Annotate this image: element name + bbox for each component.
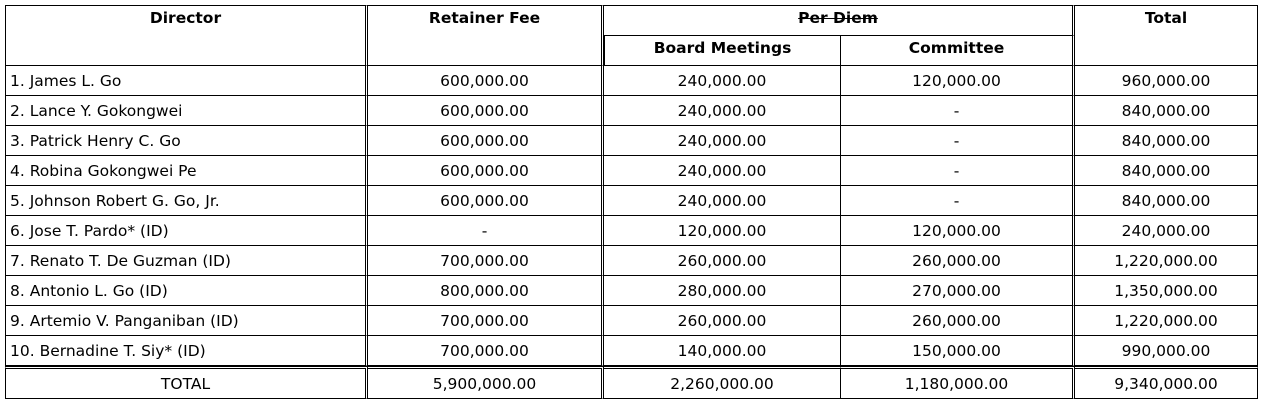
cell-director: 9. Artemio V. Panganiban (ID) [5,306,368,336]
cell-committee: - [841,126,1075,156]
cell-total: 990,000.00 [1075,336,1258,366]
header-board-meetings: Board Meetings [604,36,841,66]
header-director: Director [5,5,368,66]
cell-director: 2. Lance Y. Gokongwei [5,96,368,126]
totals-total: 9,340,000.00 [1075,366,1258,399]
cell-committee: - [841,156,1075,186]
cell-board-meetings: 140,000.00 [604,336,841,366]
cell-retainer-fee: 600,000.00 [368,126,604,156]
cell-total: 1,220,000.00 [1075,306,1258,336]
table-row [5,156,1258,186]
totals-row [5,366,1258,399]
cell-director: 1. James L. Go [5,66,368,96]
cell-committee: 150,000.00 [841,336,1075,366]
director-compensation-table [5,5,1258,399]
cell-board-meetings: 240,000.00 [604,156,841,186]
totals-label: TOTAL [5,366,368,399]
table-row [5,66,1258,96]
cell-board-meetings: 240,000.00 [604,66,841,96]
totals-committee: 1,180,000.00 [841,366,1075,399]
cell-total: 960,000.00 [1075,66,1258,96]
cell-director: 6. Jose T. Pardo* (ID) [5,216,368,246]
cell-director: 3. Patrick Henry C. Go [5,126,368,156]
cell-total: 840,000.00 [1075,156,1258,186]
cell-board-meetings: 120,000.00 [604,216,841,246]
cell-total: 840,000.00 [1075,96,1258,126]
cell-retainer-fee: 700,000.00 [368,306,604,336]
header-total: Total [1075,5,1258,66]
cell-retainer-fee: 600,000.00 [368,186,604,216]
cell-total: 840,000.00 [1075,186,1258,216]
cell-total: 840,000.00 [1075,126,1258,156]
table-row [5,186,1258,216]
header-row-top [5,5,1258,36]
cell-board-meetings: 240,000.00 [604,186,841,216]
cell-committee: 120,000.00 [841,66,1075,96]
header-per-diem [604,5,1075,36]
director-compensation-table-container [5,5,1258,399]
cell-committee: - [841,186,1075,216]
cell-board-meetings: 260,000.00 [604,306,841,336]
totals-retainer: 5,900,000.00 [368,366,604,399]
cell-director: 5. Johnson Robert G. Go, Jr. [5,186,368,216]
header-committee: Committee [841,36,1075,66]
cell-retainer-fee: 800,000.00 [368,276,604,306]
cell-committee: 260,000.00 [841,306,1075,336]
cell-board-meetings: 260,000.00 [604,246,841,276]
cell-director: 4. Robina Gokongwei Pe [5,156,368,186]
cell-board-meetings: 280,000.00 [604,276,841,306]
cell-board-meetings: 240,000.00 [604,126,841,156]
cell-retainer-fee: 600,000.00 [368,96,604,126]
cell-total: 240,000.00 [1075,216,1258,246]
cell-board-meetings: 240,000.00 [604,96,841,126]
cell-committee: - [841,96,1075,126]
header-per-diem-label: Per Diem [798,9,878,27]
table-row [5,216,1258,246]
table-row [5,96,1258,126]
table-row [5,306,1258,336]
cell-retainer-fee: 700,000.00 [368,336,604,366]
table-row [5,246,1258,276]
cell-committee: 120,000.00 [841,216,1075,246]
cell-committee: 260,000.00 [841,246,1075,276]
table-row [5,336,1258,366]
header-retainer-fee: Retainer Fee [368,5,604,66]
cell-retainer-fee: 600,000.00 [368,66,604,96]
cell-director: 8. Antonio L. Go (ID) [5,276,368,306]
table-row [5,126,1258,156]
cell-retainer-fee: - [368,216,604,246]
totals-board: 2,260,000.00 [604,366,841,399]
cell-total: 1,350,000.00 [1075,276,1258,306]
cell-retainer-fee: 600,000.00 [368,156,604,186]
cell-director: 7. Renato T. De Guzman (ID) [5,246,368,276]
cell-total: 1,220,000.00 [1075,246,1258,276]
table-row [5,276,1258,306]
cell-committee: 270,000.00 [841,276,1075,306]
cell-retainer-fee: 700,000.00 [368,246,604,276]
cell-director: 10. Bernadine T. Siy* (ID) [5,336,368,366]
